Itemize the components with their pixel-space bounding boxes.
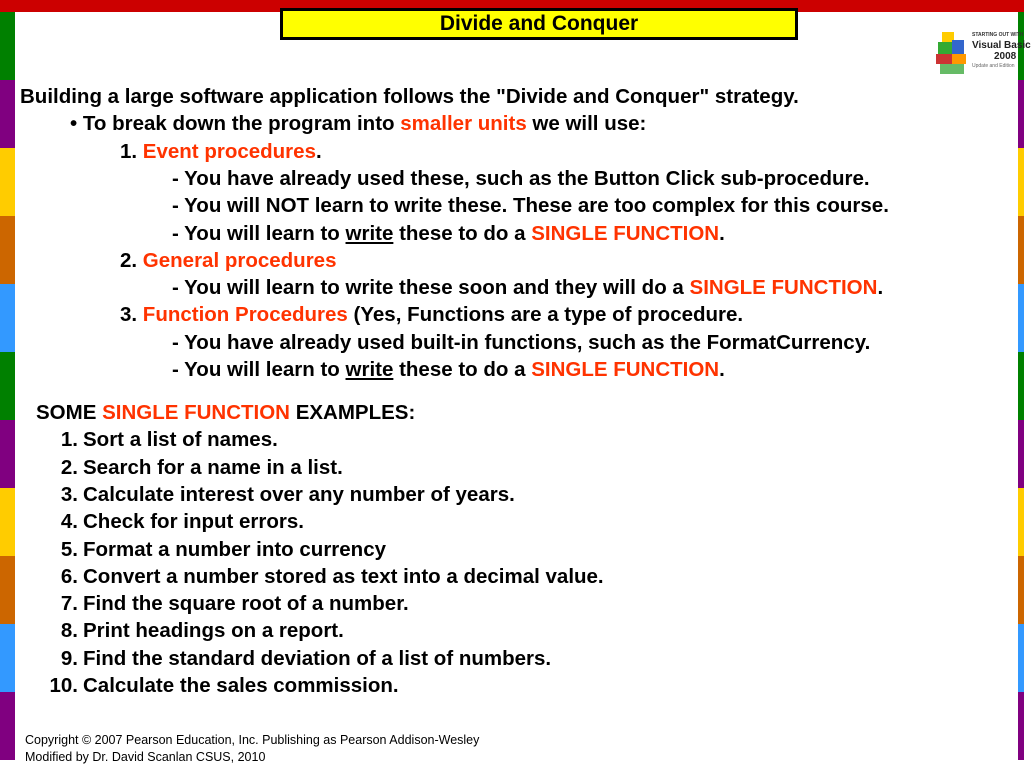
procedure-name: Function Procedures: [142, 303, 348, 327]
example-text: Find the standard deviation of a list of numbers.: [83, 646, 552, 670]
example-item: [0, 592, 409, 616]
example-text: Search for a name in a list.: [83, 455, 343, 479]
example-item: [0, 674, 399, 698]
text-run: .: [315, 139, 322, 163]
example-item: [0, 483, 515, 507]
example-text: Sort a list of names.: [83, 428, 278, 452]
example-text: Calculate the sales commission.: [83, 674, 399, 697]
bullet-line: [70, 112, 646, 136]
highlight-text: SINGLE FUNCTION: [689, 276, 878, 300]
highlight-text: SINGLE FUNCTION: [531, 221, 720, 245]
example-item: [0, 456, 343, 480]
example-number: 6.: [60, 564, 78, 588]
text-run: - You have already used these, such as the Button Click sub-procedure.: [172, 166, 870, 190]
example-number: 10.: [49, 674, 78, 697]
modified-by-line: Modified by Dr. David Scanlan CSUS, 2010: [25, 750, 266, 764]
text-run: 1.: [120, 139, 143, 163]
text-run: SOME: [36, 401, 103, 424]
procedure-note: [172, 194, 889, 218]
text-run: .: [877, 276, 884, 300]
text-run: (Yes, Functions are a type of procedure.: [347, 303, 744, 327]
example-item: [0, 510, 304, 534]
logo-title: Visual Basic 2008: [972, 40, 1031, 62]
example-text: Find the square root of a number.: [83, 592, 409, 616]
example-text: Convert a number stored as text into a decimal value.: [83, 564, 604, 588]
text-run: - You will learn to write these soon and they will do a: [172, 276, 690, 300]
copyright-line: Copyright © 2007 Pearson Education, Inc. Publishing as Pearson Addison-Wesley: [25, 733, 480, 747]
text-run: 3.: [120, 303, 143, 327]
text-run: these to do a: [393, 221, 532, 245]
slide-title: Divide and Conquer: [280, 8, 798, 40]
intro-line: [20, 85, 799, 109]
text-run: we will use:: [526, 112, 647, 136]
text-run: • To break down the program into: [70, 112, 401, 136]
example-text: Print headings on a report.: [83, 619, 344, 643]
text-run: 2.: [120, 248, 143, 272]
procedure-item: [120, 249, 337, 273]
example-number: 5.: [60, 537, 78, 561]
example-number: 3.: [60, 482, 78, 506]
procedure-note: [172, 167, 870, 191]
text-run: Building a large software application follows the "Divide and Conquer" strategy.: [20, 85, 799, 108]
text-run: - You will NOT learn to write these. These are too complex for this course.: [172, 194, 889, 218]
highlight-text: SINGLE FUNCTION: [102, 401, 290, 424]
text-run: - You will learn to: [172, 221, 346, 245]
highlight-text: smaller units: [400, 112, 527, 136]
text-run: .: [719, 221, 725, 245]
examples-heading: [36, 401, 415, 425]
text-run: these to do a: [393, 358, 532, 381]
example-item: [0, 619, 344, 643]
logo-small-text: STARTING OUT WITH: [972, 32, 1024, 38]
highlight-text: SINGLE FUNCTION: [531, 358, 720, 381]
procedure-item: [120, 303, 743, 327]
procedure-note: [172, 222, 725, 246]
example-number: 9.: [60, 646, 78, 670]
text-run: - You will learn to: [172, 358, 346, 381]
example-text: Calculate interest over any number of years.: [83, 482, 515, 506]
example-number: 2.: [60, 455, 78, 479]
procedure-name: Event procedures: [142, 139, 316, 163]
text-run: EXAMPLES:: [290, 401, 416, 424]
example-item: [0, 428, 278, 452]
procedure-note: [172, 276, 883, 300]
logo-sub-text: Update and Edition: [972, 63, 1015, 69]
procedure-item: [120, 140, 322, 164]
underlined-text: write: [345, 221, 394, 245]
procedure-note: [172, 358, 725, 382]
example-item: [0, 647, 551, 671]
underlined-text: write: [345, 358, 394, 381]
example-text: Check for input errors.: [83, 510, 304, 534]
example-item: [0, 565, 604, 589]
example-text: Format a number into currency: [83, 537, 387, 561]
example-number: 4.: [60, 510, 78, 534]
example-number: 7.: [60, 592, 78, 616]
example-number: 8.: [60, 619, 78, 643]
procedure-note: [172, 331, 870, 355]
procedure-name: General procedures: [142, 248, 337, 272]
text-run: - You have already used built-in functions, such as the FormatCurrency.: [172, 330, 871, 354]
example-item: [0, 538, 386, 562]
example-number: 1.: [60, 428, 78, 452]
text-run: .: [719, 358, 725, 381]
